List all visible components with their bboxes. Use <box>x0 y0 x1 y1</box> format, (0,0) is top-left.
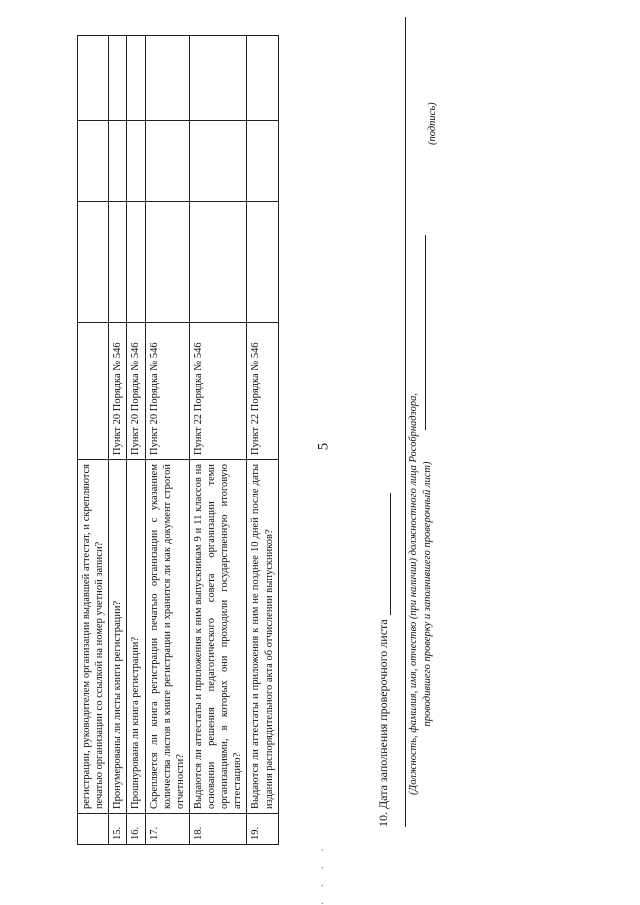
fill-date-blank[interactable] <box>380 493 391 615</box>
row-note-cell[interactable] <box>78 36 109 121</box>
row-note-cell[interactable] <box>127 36 145 121</box>
fill-date-line <box>376 493 391 827</box>
official-caption: (Должность, фамилия, имя, отчество (при наличии) должностного лица Рособрнадзора, проводившего проверку и заполнившего проверочный лист) <box>408 393 434 795</box>
row-note-cell[interactable] <box>145 36 189 121</box>
signature-label: (подпись) <box>427 102 438 145</box>
page-number: 5 <box>315 442 332 451</box>
row-note-cell[interactable] <box>247 36 278 121</box>
row-reference: Пункт 20 Порядка № 546 <box>127 323 145 460</box>
row-reference: Пункт 22 Порядка № 546 <box>189 323 247 460</box>
row-reference <box>78 323 109 460</box>
row-answer-cell[interactable] <box>109 202 127 323</box>
row-question: Скрепляется ли книга регистрации печатью организации с указанием количества листов в книге регистрации и хранится ли как документ строгой отчетности? <box>145 460 189 814</box>
row-reference: Пункт 20 Порядка № 546 <box>145 323 189 460</box>
row-answer-cell[interactable] <box>189 202 247 323</box>
row-answer-cell[interactable] <box>247 121 278 202</box>
row-answer-cell[interactable] <box>145 121 189 202</box>
row-number: 18. <box>189 814 247 845</box>
checklist-table <box>77 35 279 845</box>
fill-date-label: 10. Дата заполнения проверочного листа <box>376 619 390 827</box>
row-answer-cell[interactable] <box>109 121 127 202</box>
row-answer-cell[interactable] <box>78 121 109 202</box>
row-question: Выдаются ли аттестаты и приложения к ним не позднее 10 дней после даты издания распорядительного акта об отчислении выпускников? <box>247 460 278 814</box>
table-row <box>109 36 127 845</box>
signature-rule <box>405 17 406 827</box>
row-answer-cell[interactable] <box>189 121 247 202</box>
row-question: Выдаются ли аттестаты и приложения к ним выпускникам 9 и 11 классов на основании решения педагогического совета организации теми организациями, в которых они проходили государственную итоговую аттестацию? <box>189 460 247 814</box>
table-row <box>145 36 189 845</box>
row-number <box>78 814 109 845</box>
table-row <box>127 36 145 845</box>
row-question: Пронумерованы ли листы книги регистрации? <box>109 460 127 814</box>
table-row <box>78 36 109 845</box>
row-number: 15. <box>109 814 127 845</box>
row-number: 16. <box>127 814 145 845</box>
signature-blank[interactable] <box>425 235 426 430</box>
row-question: регистрации, руководителем организации выдавшей аттестат, и скрепляются печатью организации со ссылкой на номер учетной записи? <box>78 460 109 814</box>
table-row <box>189 36 247 845</box>
row-number: 17. <box>145 814 189 845</box>
row-reference: Пункт 20 Порядка № 546 <box>109 323 127 460</box>
row-answer-cell[interactable] <box>127 121 145 202</box>
row-answer-cell[interactable] <box>127 202 145 323</box>
row-reference: Пункт 22 Порядка № 546 <box>247 323 278 460</box>
row-answer-cell[interactable] <box>145 202 189 323</box>
row-answer-cell[interactable] <box>78 202 109 323</box>
row-question: Прошнурована ли книга регистрации? <box>127 460 145 814</box>
row-number: 19. <box>247 814 278 845</box>
table-row <box>247 36 278 845</box>
row-note-cell[interactable] <box>189 36 247 121</box>
scan-margin-dots: · · · · <box>318 842 329 905</box>
row-answer-cell[interactable] <box>247 202 278 323</box>
row-note-cell[interactable] <box>109 36 127 121</box>
